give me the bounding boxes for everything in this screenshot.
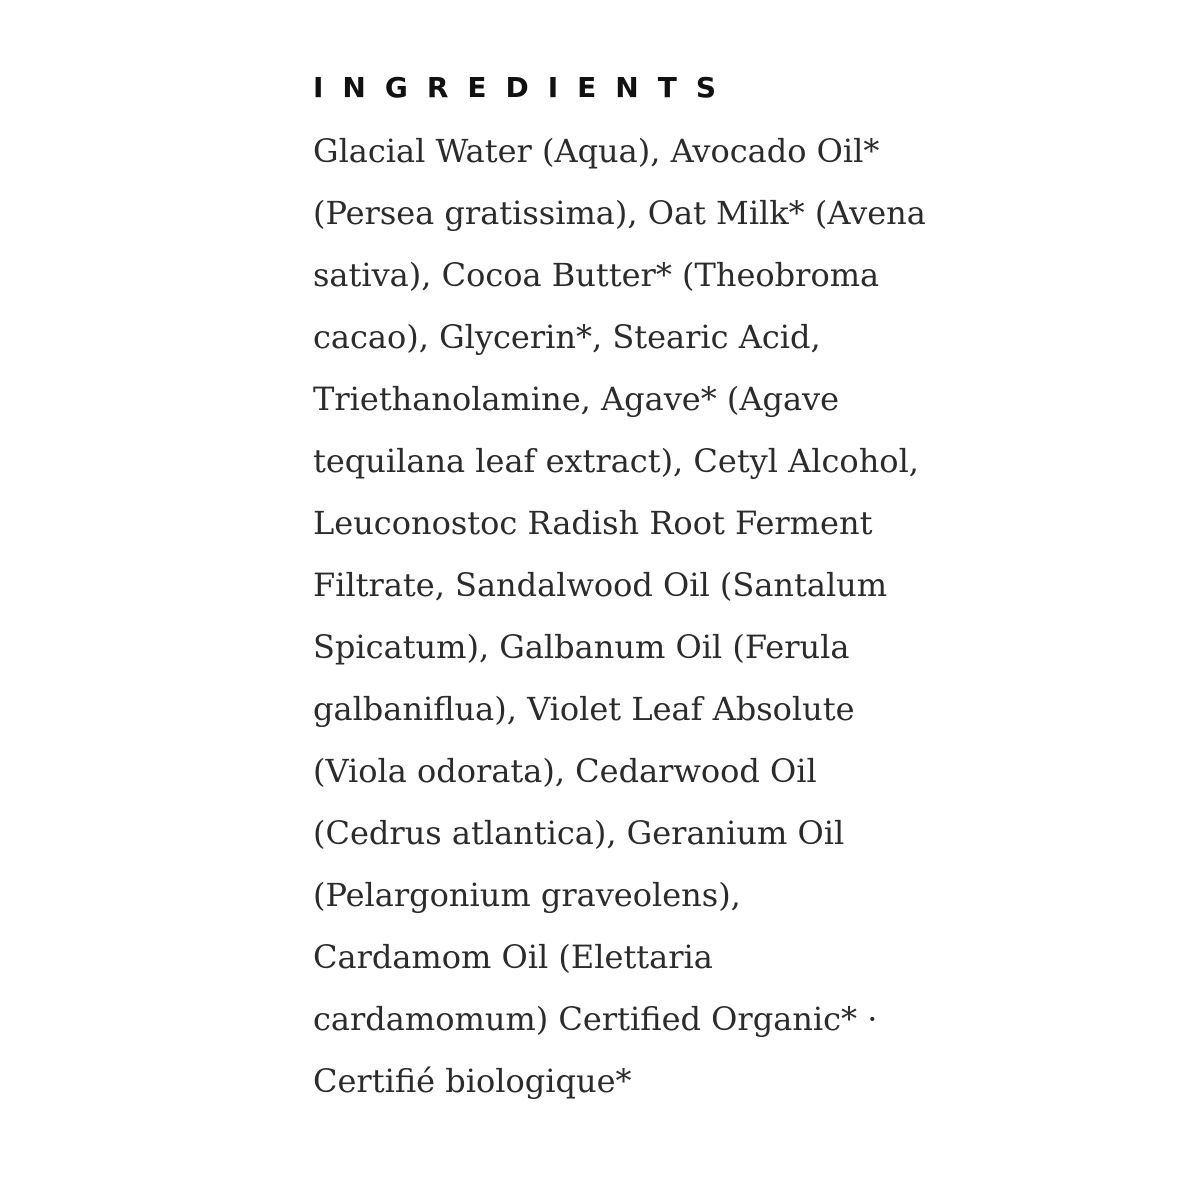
ingredients-panel bbox=[313, 68, 933, 1112]
ingredients-line: Triethanolamine, Agave* (Agave bbox=[313, 380, 840, 418]
ingredients-list bbox=[313, 120, 933, 1112]
ingredients-line: cacao), Glycerin*, Stearic Acid, bbox=[313, 318, 821, 356]
ingredients-line: (Pelargonium graveolens), bbox=[313, 876, 741, 914]
ingredients-line: Cardamom Oil (Elettaria bbox=[313, 938, 713, 976]
ingredients-line: (Persea gratissima), Oat Milk* (Avena bbox=[313, 194, 926, 232]
ingredients-line: Glacial Water (Aqua), Avocado Oil* bbox=[313, 132, 880, 170]
ingredients-line: galbaniflua), Violet Leaf Absolute bbox=[313, 690, 855, 728]
ingredients-line: cardamomum) Certified Organic* · bbox=[313, 1000, 878, 1038]
ingredients-line: Leuconostoc Radish Root Ferment bbox=[313, 504, 873, 542]
ingredients-line: sativa), Cocoa Butter* (Theobroma bbox=[313, 256, 880, 294]
ingredients-line: tequilana leaf extract), Cetyl Alcohol, bbox=[313, 442, 919, 480]
ingredients-line: Certifié biologique* bbox=[313, 1062, 632, 1100]
ingredients-line: (Cedrus atlantica), Geranium Oil bbox=[313, 814, 845, 852]
ingredients-line: (Viola odorata), Cedarwood Oil bbox=[313, 752, 817, 790]
ingredients-line: Spicatum), Galbanum Oil (Ferula bbox=[313, 628, 850, 666]
ingredients-heading: INGREDIENTS bbox=[313, 71, 736, 104]
ingredients-line: Filtrate, Sandalwood Oil (Santalum bbox=[313, 566, 888, 604]
